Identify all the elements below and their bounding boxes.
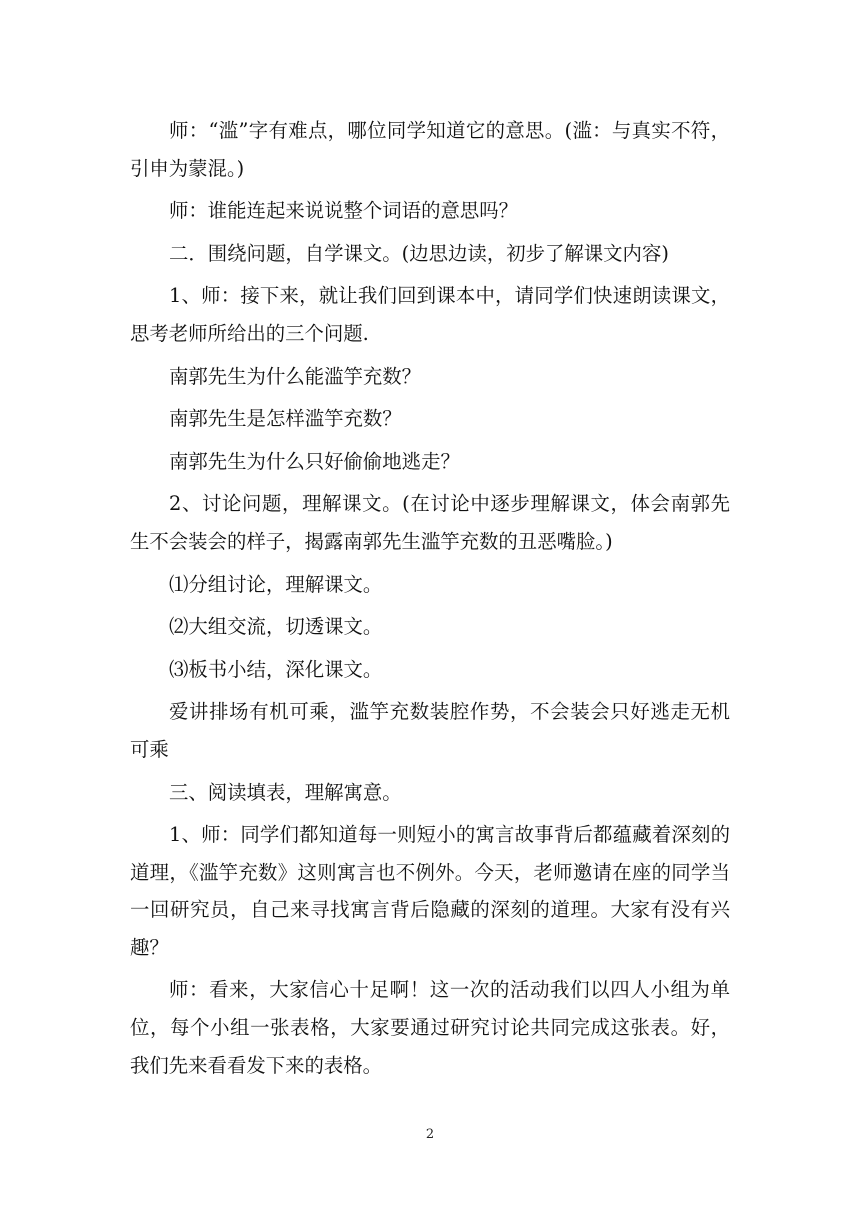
paragraph: 师：谁能连起来说说整个词语的意思吗？ (169, 199, 519, 223)
paragraph: 1、师：接下来，就让我们回到课本中，请同学们快速朗读课文，思考老师所给出的三个问题. (130, 284, 730, 345)
paragraph: 师：“滥”字有难点，哪位同学知道它的意思。(滥：与真实不符，引申为蒙混。) (130, 119, 730, 180)
list-item: ⑵大组交流，切透课文。 (169, 615, 383, 639)
section-heading: 二．围绕问题，自学课文。(边思边读，初步了解课文内容) (169, 241, 669, 265)
question-item: 南郭先生为什么只好偷偷地逃走？ (169, 449, 460, 473)
page-number: 2 (425, 1127, 435, 1142)
blackboard-summary: 爱讲排场有机可乘，滥竽充数装腔作势，不会装会只好逃走无机可乘 (130, 700, 730, 761)
paragraph: 1、师：同学们都知道每一则短小的寓言故事背后都蕴藏着深刻的道理，《滥竽充数》这则寓言也不例外。今天，老师邀请在座的同学当一回研究员，自己来寻找寓言背后隐藏的深刻的道理。大家有没有兴趣？ (130, 823, 730, 959)
list-item: ⑶板书小结，深化课文。 (169, 657, 383, 681)
question-item: 南郭先生为什么能滥竽充数？ (169, 364, 422, 388)
paragraph: 2、讨论问题，理解课文。(在讨论中逐步理解课文，体会南郭先生不会装会的样子，揭露南郭先生滥竽充数的丑恶嘴脸。) (130, 492, 730, 553)
section-heading: 三、阅读填表，理解寓意。 (169, 780, 402, 804)
question-item: 南郭先生是怎样滥竽充数？ (169, 407, 402, 431)
paragraph: 师：看来，大家信心十足啊！这一次的活动我们以四人小组为单位，每个小组一张表格，大家要通过研究讨论共同完成这张表。好，我们先来看看发下来的表格。 (130, 978, 730, 1077)
document-body (130, 112, 730, 1084)
list-item: ⑴分组讨论，理解课文。 (169, 572, 383, 596)
